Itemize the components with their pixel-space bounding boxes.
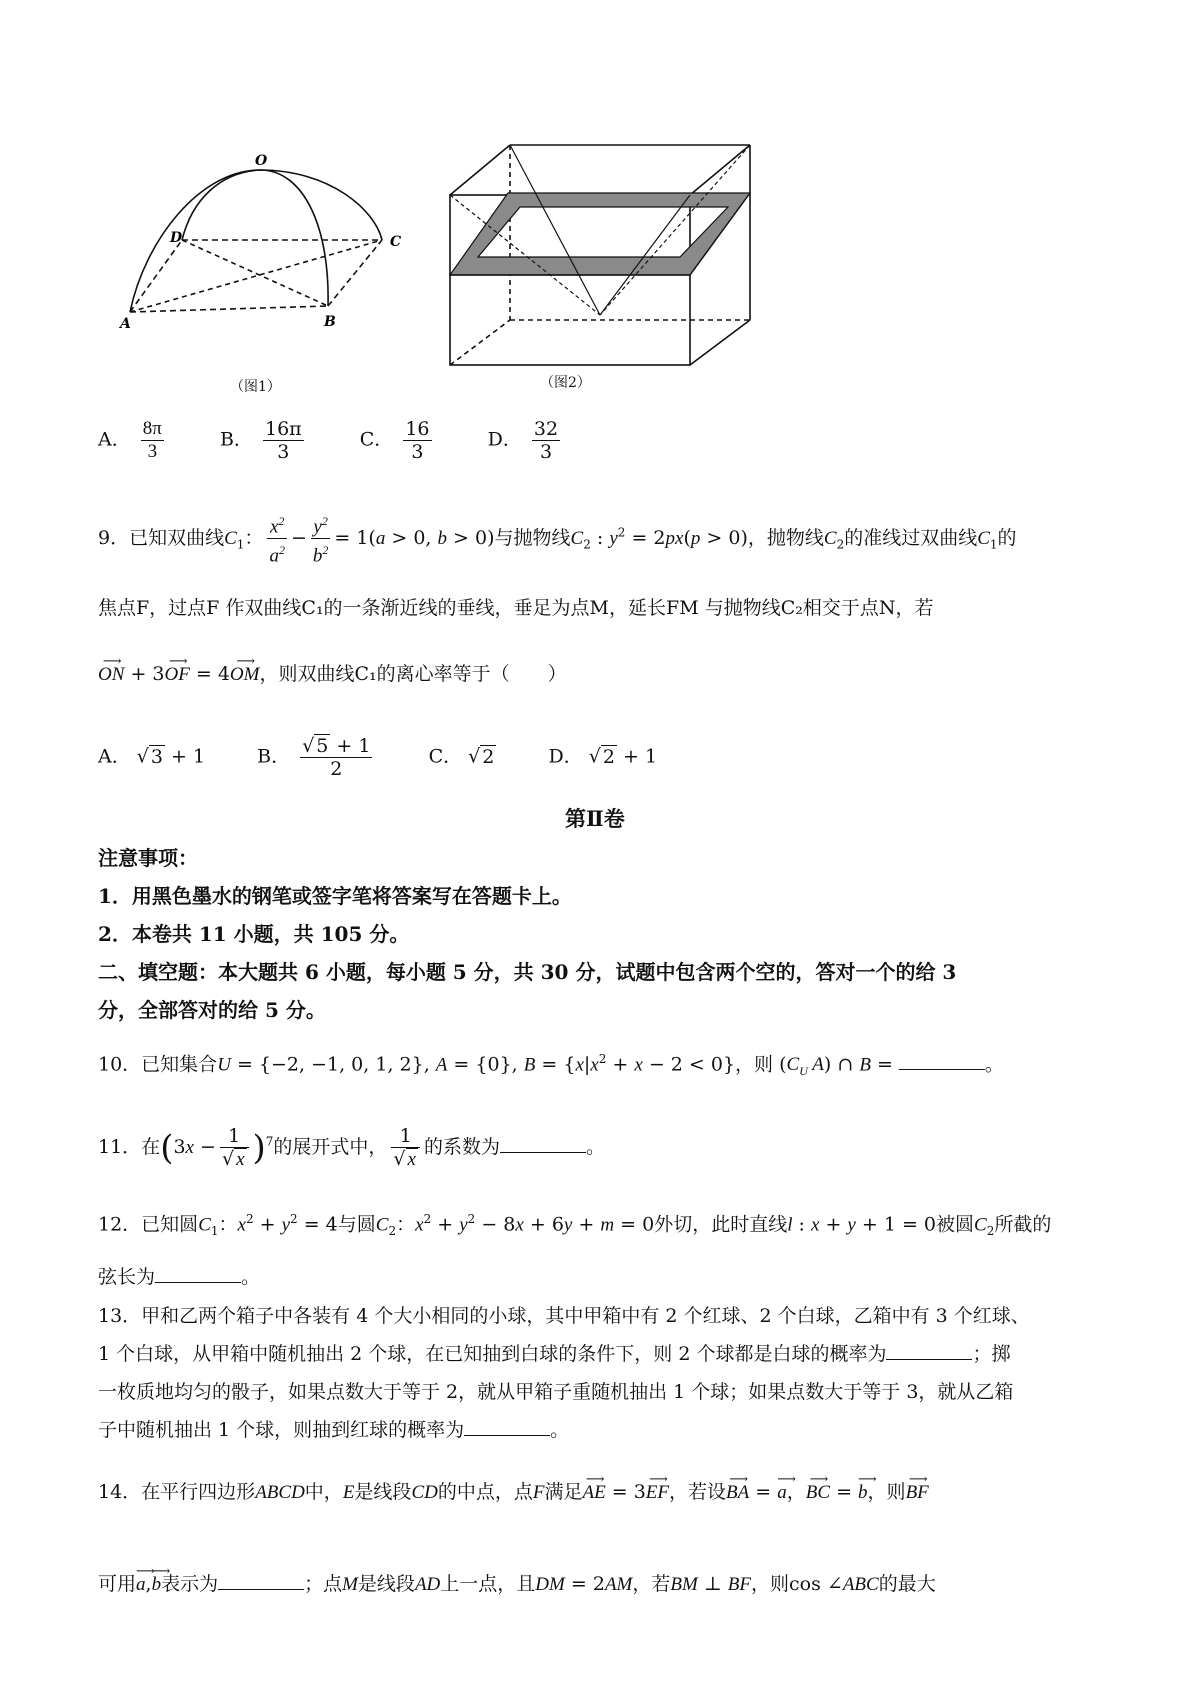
q9-text: ，抛物线: [747, 526, 824, 549]
q13-line2: [98, 1340, 1010, 1368]
notice-2: 2．本卷共 11 小题，共 105 分。: [98, 922, 410, 946]
q8-option-d-den: 3: [539, 441, 553, 463]
q13-line4: [98, 1416, 569, 1444]
q8-option-c-den: 3: [411, 441, 424, 463]
q14-text: ，: [786, 1481, 806, 1503]
q12-text: 弦长为: [98, 1266, 156, 1288]
q11-text: 。: [585, 1136, 605, 1158]
figure-2: [450, 145, 750, 370]
q8-option-c-num: 16: [405, 418, 430, 440]
q9-option-a: A．: [98, 745, 131, 768]
q11: 11．在(3x − $\frac{1}{√ x}$ )$^7$的展开式中， $\frac{1}{√ x}$ 的系数为 。: [98, 1125, 605, 1170]
fig1-label-O: O: [255, 153, 268, 169]
figure-1-caption: （图1）: [230, 379, 281, 395]
q11-text: 的系数为: [423, 1136, 500, 1158]
q14-text: 上一点，且: [440, 1573, 536, 1595]
fig1-label-D: D: [170, 230, 183, 246]
q14-text: 中，: [304, 1481, 343, 1503]
q12-line2: [98, 1263, 260, 1291]
q8-option-c-letter: C．: [359, 428, 394, 451]
q13-text: 1 个白球，从甲箱中随机抽出 2 个球，在已知抽到白球的条件下，则 2 个球都是白球的概率为: [98, 1343, 887, 1365]
figure-1: [100, 130, 400, 380]
q9-option-c: C．: [428, 745, 463, 768]
q8-options: [98, 418, 564, 463]
q8-option-d-letter: D．: [487, 428, 522, 451]
q11-text: 11．在: [98, 1136, 161, 1158]
q14-text: ，则: [751, 1573, 790, 1595]
q12-text: 。: [241, 1266, 261, 1288]
q9-line1: 9．已知双曲线$C_1$： $\frac{x^2}{a^2}$ − $\frac{y^2}{b^2}$ = 1(a > 0, b > 0)与抛物线$C_2$ : $y^2 = 2px(p > 0)$，抛物线$C_2$的准线过双曲线$C_1$的: [98, 510, 1017, 568]
q14-text: 的最大: [878, 1573, 936, 1595]
q9-options: A． √ 3 + 1 B． $\frac{√ 5 + 1}{2}$ C． √ 2 D． √ 2 + 1: [98, 735, 658, 780]
q9-line3: ⟶ ON + 3⟶ OF = 4⟶ OM，则双曲线C₁的离心率等于（ ）: [98, 660, 567, 689]
q14-text: 表示为: [161, 1573, 219, 1595]
q9-text: 的: [997, 526, 1017, 549]
q10-text: 。: [984, 1053, 1004, 1076]
q11-text: 的展开式中，: [273, 1136, 388, 1158]
q13-text: 子中随机抽出 1 个球，则抽到红球的概率为: [98, 1419, 465, 1441]
q9-text: 的准线过双曲线: [844, 526, 978, 549]
q14-text: 满足: [544, 1481, 583, 1503]
q12-text: 与圆: [337, 1213, 376, 1236]
q14-text: ，若设: [669, 1481, 727, 1503]
figure-2-caption: （图2）: [540, 375, 591, 391]
q14-text: 可用: [98, 1573, 137, 1595]
q13-text: ；掷: [972, 1343, 1011, 1365]
q14-line1: 14．在平行四边形ABCD中，E是线段CD的中点，点F满足⟶ AE = 3⟶ EF，若设⟶ BA = ⟶ a，⟶ BC = ⟶ b，则⟶ BF: [98, 1478, 929, 1507]
q12-text: 12．已知圆: [98, 1213, 199, 1236]
q14-text: 的中点，点: [437, 1481, 533, 1503]
q9-option-b: B．: [257, 745, 291, 768]
q8-option-b-den: 3: [277, 441, 290, 463]
q9-text: ，则双曲线C₁的离心率等于（ ）: [259, 663, 567, 685]
q9-text: 与抛物线: [494, 526, 571, 549]
q14-text: 是线段: [354, 1481, 412, 1503]
q8-option-a-letter: A．: [98, 428, 131, 451]
q14-text: ，则: [867, 1481, 906, 1503]
q12-text: 所截的: [994, 1213, 1052, 1236]
q9-option-d: D．: [548, 745, 583, 768]
q14-text: ；点: [304, 1573, 343, 1595]
q14-line2: 可用⟶ a,⟶ b表示为 ；点M是线段AD上一点，且DM = 2AM，若BM ⊥ BF，则cos ∠ABC的最大: [98, 1570, 936, 1599]
q12-line1: 12．已知圆$C_1$：$x^2 + y^2 = 4$与圆$C_2$：$x^2 + y^2 - 8x + 6y + m = 0$外切，此时直线l : x + y + 1 = 0被圆$C_2$所截的: [98, 1212, 1052, 1239]
fig1-label-A: A: [120, 316, 131, 332]
q8-option-a-num: 8π: [142, 418, 162, 439]
section-title: 第Ⅱ卷: [565, 806, 625, 831]
notice-1: 1．用黑色墨水的钢笔或签字笔将答案写在答题卡上。: [98, 884, 572, 908]
q8-option-a-den: 3: [147, 441, 158, 462]
q14-text: 14．在平行四边形: [98, 1481, 256, 1503]
notice-title: 注意事项：: [98, 846, 198, 870]
q13-line1: 13．甲和乙两个箱子中各装有 4 个大小相同的小球，其中甲箱中有 2 个红球、2 个白球，乙箱中有 3 个红球、: [98, 1305, 1030, 1327]
q10: 10．已知集合U = {−2, −1, 0, 1, 2}, A = {0}, $B = \{x|x^2 + x - 2 < 0\}$，则 ($C_U$ A) ∩ B = 。: [98, 1052, 1004, 1079]
q9-line2: 焦点F，过点F 作双曲线C₁的一条渐近线的垂线，垂足为点M，延长FM 与抛物线C₂相交于点N，若: [98, 597, 934, 619]
q13-text: 。: [550, 1419, 570, 1441]
q8-option-b-letter: B．: [219, 428, 253, 451]
q8-option-b-num: 16π: [264, 418, 302, 440]
q9-text: 9．已知双曲线: [98, 526, 225, 549]
q8-option-d-num: 32: [533, 418, 559, 440]
part2-line1: 二、填空题：本大题共 6 小题，每小题 5 分，共 30 分，试题中包含两个空的，答对一个的给 3: [98, 960, 957, 984]
q13-line3: 一枚质地均匀的骰子，如果点数大于等于 2，就从甲箱子重随机抽出 1 个球；如果点数大于等于 3，就从乙箱: [98, 1381, 1014, 1403]
q12-text: 被圆: [936, 1213, 975, 1236]
fig1-label-B: B: [324, 314, 336, 330]
q14-text: 是线段: [357, 1573, 415, 1595]
q10-text: 10．已知集合: [98, 1053, 218, 1076]
q14-text: ，若: [632, 1573, 671, 1595]
fig1-label-C: C: [390, 234, 402, 250]
part2-line2: 分，全部答对的给 5 分。: [98, 998, 326, 1022]
q12-text: 外切，此时直线: [654, 1213, 788, 1236]
